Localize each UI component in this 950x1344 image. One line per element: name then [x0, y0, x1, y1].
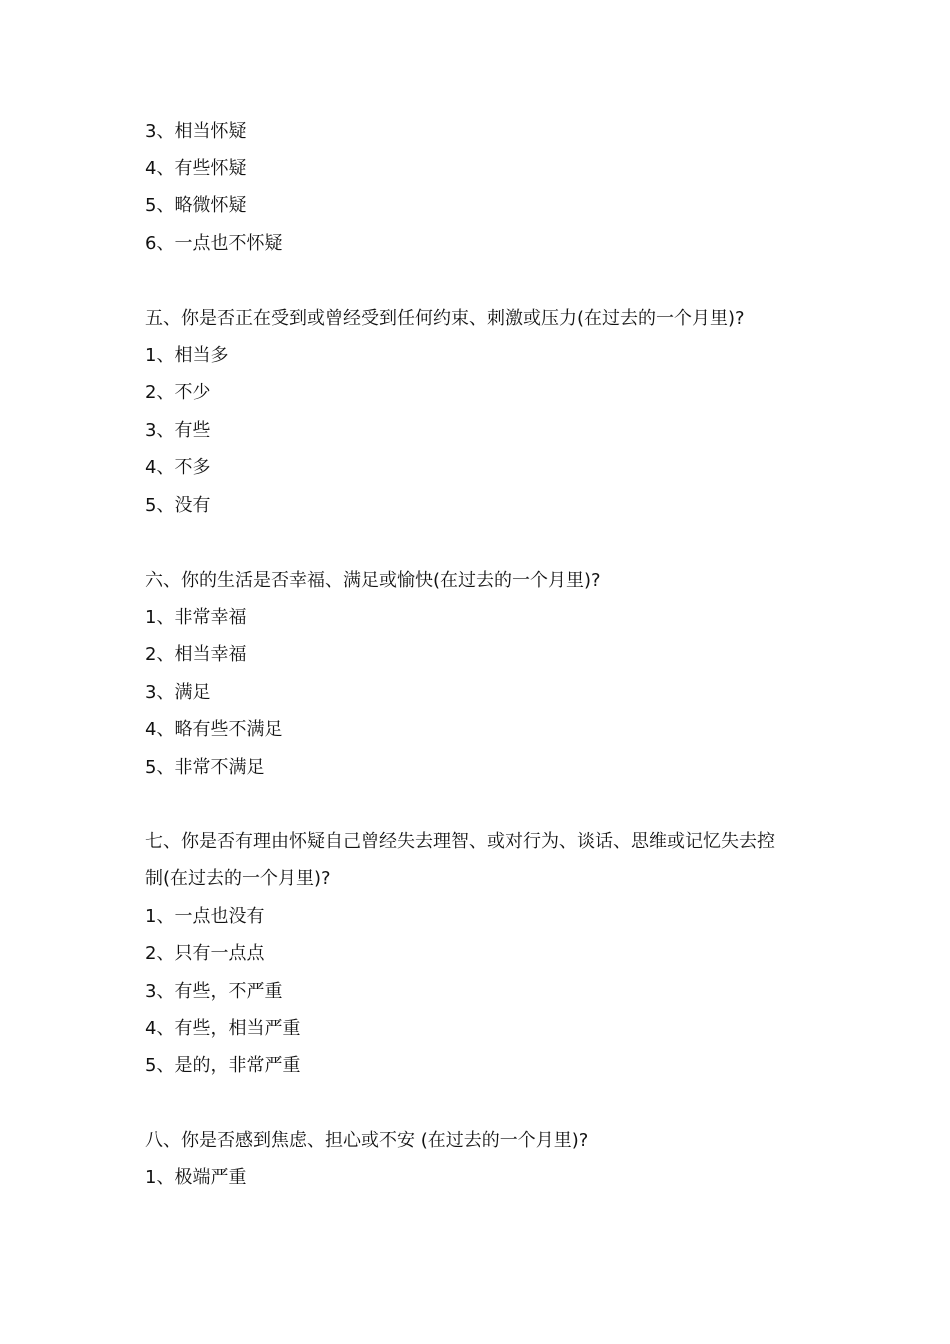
- option-line: 3、有些，不严重: [145, 981, 283, 1002]
- option-line: 1、一点也没有: [145, 906, 265, 927]
- option-line: 1、极端严重: [145, 1167, 247, 1188]
- question-6: 六、你的生活是否幸福、满足或愉快(在过去的一个月里)?: [145, 570, 601, 591]
- option-line: 5、没有: [145, 495, 211, 516]
- option-line: 3、相当怀疑: [145, 121, 247, 142]
- option-line: 4、不多: [145, 457, 211, 478]
- option-line: 3、有些: [145, 420, 211, 441]
- option-line: 5、略微怀疑: [145, 195, 247, 216]
- option-line: 5、非常不满足: [145, 757, 265, 778]
- option-line: 1、相当多: [145, 345, 229, 366]
- option-line: 5、是的，非常严重: [145, 1055, 301, 1076]
- option-line: 1、非常幸福: [145, 607, 247, 628]
- question-8: 八、你是否感到焦虑、担心或不安 (在过去的一个月里)?: [145, 1130, 589, 1151]
- option-line: 4、有些，相当严重: [145, 1018, 301, 1039]
- question-5: 五、你是否正在受到或曾经受到任何约束、刺激或压力(在过去的一个月里)?: [145, 308, 745, 329]
- option-line: 4、有些怀疑: [145, 158, 247, 179]
- option-line: 6、一点也不怀疑: [145, 233, 283, 254]
- question-7: 七、你是否有理由怀疑自己曾经失去理智、或对行为、谈话、思维或记忆失去控: [145, 831, 775, 852]
- option-line: 3、满足: [145, 682, 211, 703]
- option-line: 4、略有些不满足: [145, 719, 283, 740]
- option-line: 2、只有一点点: [145, 943, 265, 964]
- option-line: 2、不少: [145, 382, 211, 403]
- question-7-continued: 制(在过去的一个月里)?: [145, 868, 331, 889]
- option-line: 2、相当幸福: [145, 644, 247, 665]
